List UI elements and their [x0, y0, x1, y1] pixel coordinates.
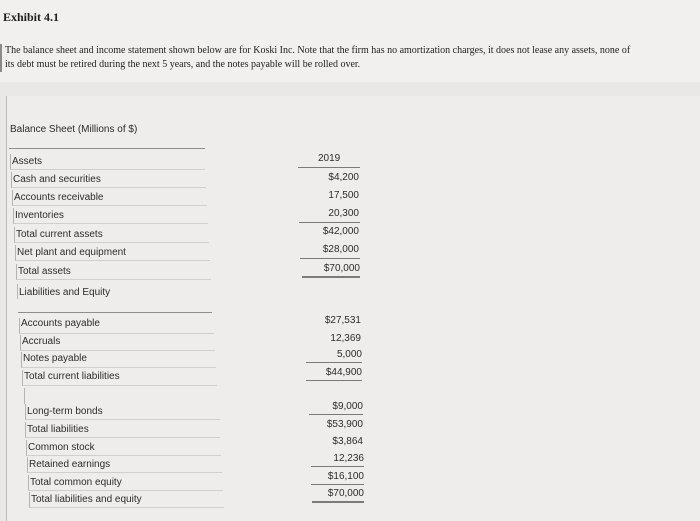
intro-line: its debt must be retired during the next 5 years, and the notes payable will be rolled over.	[5, 59, 361, 70]
section-divider	[18, 312, 212, 313]
total-double-underline	[302, 276, 360, 278]
spacer-row	[24, 388, 219, 404]
row-value: 20,300	[328, 208, 359, 219]
row-value: 5,000	[336, 349, 362, 360]
row-value: $28,000	[322, 244, 359, 255]
assets-heading: Assets	[12, 156, 43, 167]
row-label: Total liabilities	[27, 424, 89, 435]
row-label: Retained earnings	[29, 459, 111, 470]
row-value: 12,369	[330, 333, 361, 344]
row-value: $4,200	[328, 172, 359, 183]
row-value: 12,236	[333, 453, 364, 464]
balance-sheet-title: Balance Sheet (Millions of $)	[10, 124, 138, 135]
row-value: 17,500	[328, 190, 359, 201]
subtotal-underline	[306, 362, 362, 363]
column-underline	[298, 167, 360, 168]
row-label: Inventories	[15, 210, 64, 221]
row-label: Common stock	[28, 442, 95, 453]
subtotal-underline	[306, 380, 362, 381]
row-value: $9,000	[332, 401, 363, 412]
exhibit-title: Exhibit 4.1	[3, 10, 60, 24]
row-value: $44,900	[325, 367, 362, 378]
total-double-underline	[312, 501, 364, 503]
row-label: Accounts receivable	[14, 192, 104, 203]
row-value: $53,900	[326, 419, 363, 430]
subtotal-underline	[311, 484, 364, 485]
row-value: $3,864	[332, 436, 363, 447]
subtotal-underline	[299, 222, 360, 223]
row-value: $16,100	[327, 471, 364, 482]
row-value: $27,531	[324, 315, 361, 326]
row-label: Net plant and equipment	[17, 247, 126, 258]
row-label: Long-term bonds	[27, 406, 103, 417]
intro-line: The balance sheet and income statement shown below are for Koski Inc. Note that the firm has no amortization charges, it does not lease any assets, none of	[5, 45, 631, 56]
subtotal-underline	[300, 258, 360, 259]
row-label: Cash and securities	[13, 174, 101, 185]
row-value: $70,000	[327, 488, 364, 499]
row-label: Total current assets	[16, 229, 103, 240]
row-label: Accruals	[22, 336, 61, 347]
row-label: Total common equity	[30, 477, 122, 488]
row-value: $70,000	[323, 263, 360, 274]
subtotal-underline	[311, 466, 364, 467]
row-value: $42,000	[322, 226, 359, 237]
exhibit-header	[0, 0, 700, 82]
year-header: 2019	[318, 153, 341, 164]
row-label: Total current liabilities	[24, 371, 120, 382]
section-divider	[9, 148, 205, 149]
row-label: Total assets	[18, 266, 71, 277]
subtotal-underline	[309, 414, 363, 415]
row-label: Notes payable	[23, 353, 87, 364]
intro-paragraph	[0, 44, 697, 72]
row-label: Accounts payable	[21, 318, 100, 329]
row-label: Total liabilities and equity	[31, 494, 142, 505]
liabilities-heading: Liabilities and Equity	[19, 287, 111, 298]
